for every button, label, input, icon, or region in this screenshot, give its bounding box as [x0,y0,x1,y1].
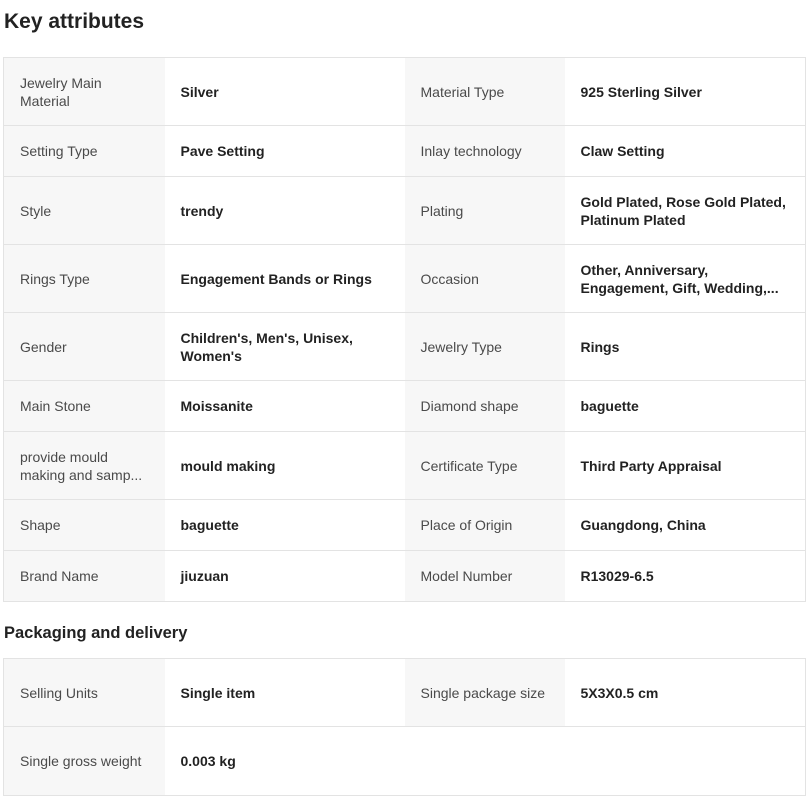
attribute-value: Pave Setting [165,126,405,177]
empty-cell [565,727,806,796]
attribute-key: Brand Name [4,551,165,602]
attribute-value: Gold Plated, Rose Gold Plated, Platinum Plated [565,177,806,245]
attribute-row [4,58,806,126]
attribute-value: Claw Setting [565,126,806,177]
attribute-row [4,500,806,551]
attribute-row [4,432,806,500]
packaging-table [3,658,806,796]
attribute-value: trendy [165,177,405,245]
attribute-key: Occasion [405,245,565,313]
key-attributes-title: Key attributes [4,10,145,33]
key-attributes-table [3,57,806,602]
attribute-value: Third Party Appraisal [565,432,806,500]
attribute-key: Setting Type [4,126,165,177]
attribute-key: Jewelry Main Material [4,58,165,126]
attribute-row [4,659,806,727]
attribute-row [4,245,806,313]
attribute-key: Single gross weight [4,727,165,796]
attribute-row [4,313,806,381]
attribute-value: mould making [165,432,405,500]
attribute-key: Plating [405,177,565,245]
attribute-row [4,551,806,602]
attribute-row [4,727,806,796]
attribute-value: Engagement Bands or Rings [165,245,405,313]
attribute-key: Inlay technology [405,126,565,177]
attribute-key: Material Type [405,58,565,126]
attribute-value: Guangdong, China [565,500,806,551]
attribute-value: Rings [565,313,806,381]
attribute-value: 925 Sterling Silver [565,58,806,126]
attribute-row [4,126,806,177]
attribute-value: R13029-6.5 [565,551,806,602]
attribute-value: Single item [165,659,405,727]
empty-cell [405,727,565,796]
attribute-value: baguette [565,381,806,432]
attribute-key: Shape [4,500,165,551]
attribute-key: Style [4,177,165,245]
attribute-value: Moissanite [165,381,405,432]
attribute-key: Gender [4,313,165,381]
attribute-key: Main Stone [4,381,165,432]
packaging-delivery-title: Packaging and delivery [4,624,188,642]
attribute-value: Other, Anniversary, Engagement, Gift, Wedding,... [565,245,806,313]
attribute-key: Place of Origin [405,500,565,551]
attribute-value: Children's, Men's, Unisex, Women's [165,313,405,381]
attribute-value: baguette [165,500,405,551]
attribute-key: Single package size [405,659,565,727]
attribute-value: jiuzuan [165,551,405,602]
attribute-key: Model Number [405,551,565,602]
attribute-key: Certificate Type [405,432,565,500]
attribute-key: provide mould making and samp... [4,432,165,500]
attribute-row [4,381,806,432]
attribute-value: 0.003 kg [165,727,405,796]
attribute-value: Silver [165,58,405,126]
attribute-key: Diamond shape [405,381,565,432]
attribute-value: 5X3X0.5 cm [565,659,806,727]
attribute-key: Jewelry Type [405,313,565,381]
attribute-key: Selling Units [4,659,165,727]
attribute-row [4,177,806,245]
attribute-key: Rings Type [4,245,165,313]
